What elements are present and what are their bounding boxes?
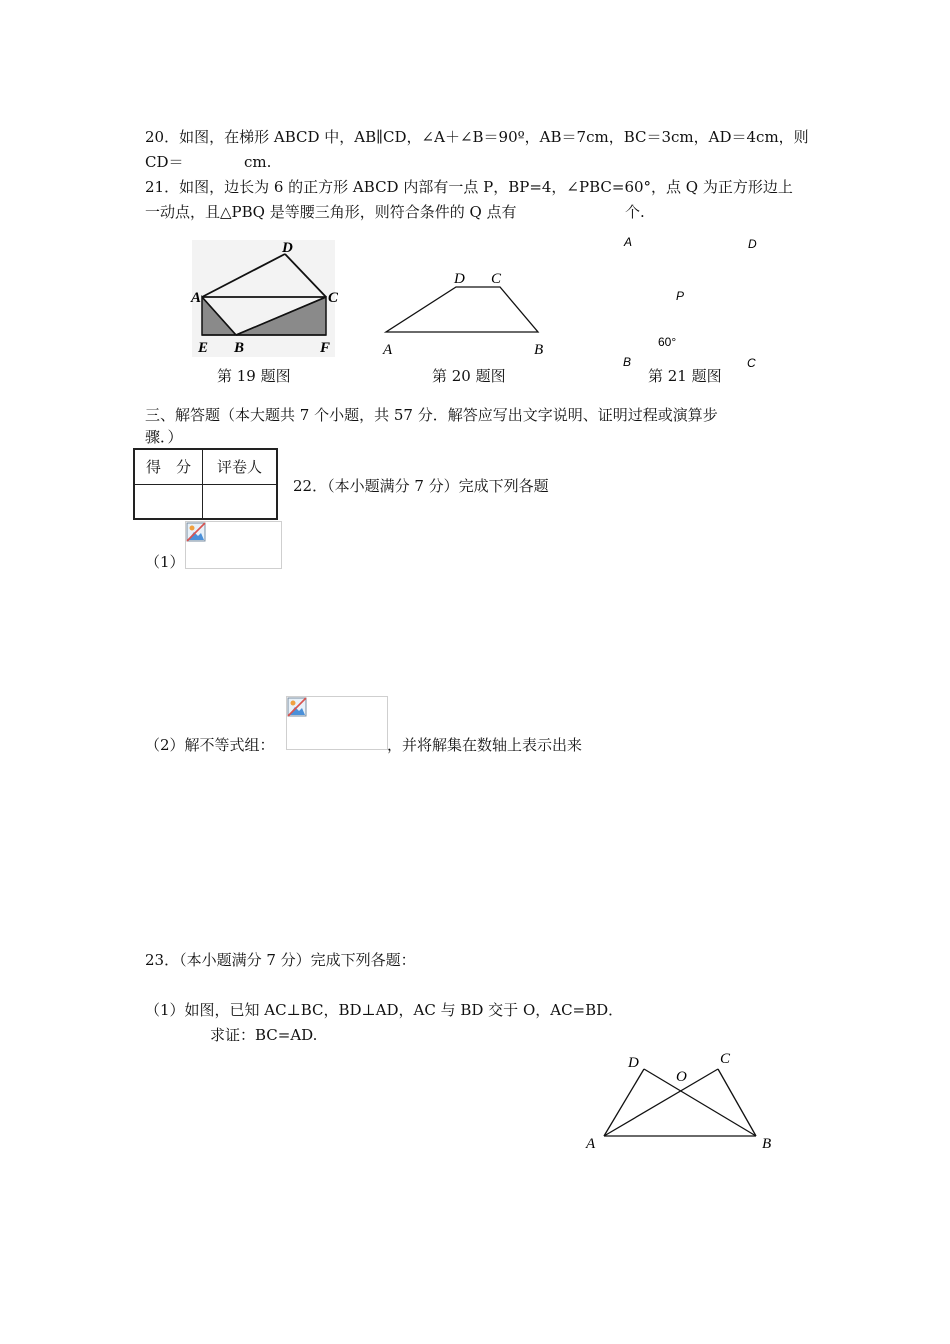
broken-image-icon (287, 697, 307, 717)
fig20-label-B: B (534, 342, 544, 358)
score-cell[interactable] (135, 485, 203, 518)
fig23-label-A: A (586, 1136, 596, 1152)
q22-title: 22．（本小题满分 7 分）完成下列各题 (293, 477, 549, 495)
fig23-label-C: C (720, 1051, 731, 1067)
q20-line2-suffix: cm. (244, 153, 272, 171)
fig20-label-A: A (383, 342, 393, 358)
fig21-label-B: B (623, 355, 632, 369)
section3-line1: 三、解答题（本大题共 7 个小题，共 57 分．解答应写出文字说明、证明过程或演算步 (145, 406, 718, 424)
fig19-label-A: A (191, 290, 202, 306)
fig21-label-A: A (624, 235, 633, 249)
fig19-label-C: C (328, 290, 338, 306)
q20-line2-prefix: CD＝ (145, 153, 184, 171)
q22-part2-prefix: （2）解不等式组： (145, 736, 275, 754)
q23-prove: 求证：BC=AD. (210, 1026, 318, 1044)
grader-cell[interactable] (203, 485, 276, 518)
broken-image-icon (186, 522, 206, 542)
fig19-label-F: F (320, 340, 331, 356)
fig21-label-C: C (747, 356, 756, 370)
figure-20 (378, 266, 553, 360)
fig23-label-O: O (676, 1069, 687, 1085)
q23-title: 23．（本小题满分 7 分）完成下列各题： (145, 951, 416, 969)
score-table (133, 448, 278, 520)
fig23-label-D: D (628, 1055, 639, 1071)
q22-part1-label: （1） (145, 553, 185, 571)
fig21-label-D: D (748, 237, 757, 251)
q21-line1: 21．如图，边长为 6 的正方形 ABCD 内部有一点 P，BP=4，∠PBC=60°，点 Q 为正方形边上 (145, 178, 793, 196)
q22-part2-image-placeholder (286, 696, 388, 750)
figure-23 (580, 1045, 780, 1157)
figure-19 (188, 238, 338, 360)
fig20-caption: 第 20 题图 (432, 367, 506, 385)
q22-part2-suffix: ，并将解集在数轴上表示出来 (387, 736, 583, 754)
q23-part1: （1）如图，已知 AC⊥BC，BD⊥AD，AC 与 BD 交于 O，AC=BD． (145, 1001, 624, 1019)
q21-line2-prefix: 一动点，且△PBQ 是等腰三角形，则符合条件的 Q 点有 (145, 203, 517, 221)
q21-line2-suffix: 个. (625, 203, 645, 221)
fig21-angle-label: 60° (658, 335, 677, 349)
fig19-caption: 第 19 题图 (217, 367, 291, 385)
q20-line1: 20．如图，在梯形 ABCD 中，AB∥CD，∠A＋∠B＝90º，AB＝7cm，BC＝3cm，AD＝4cm，则 (145, 128, 809, 146)
q22-part1-image-placeholder (185, 521, 282, 569)
fig19-label-E: E (198, 340, 209, 356)
fig21-label-P: P (676, 289, 685, 303)
score-label: 得 分 (135, 450, 203, 485)
fig20-label-D: D (454, 271, 465, 287)
fig19-label-D: D (282, 240, 293, 256)
fig21-caption: 第 21 题图 (648, 367, 722, 385)
fig20-label-C: C (491, 271, 502, 287)
figure-21 (615, 230, 765, 372)
section3-line2: 骤．） (145, 428, 183, 446)
fig23-label-B: B (762, 1136, 772, 1152)
fig19-label-B: B (234, 340, 245, 356)
grader-label: 评卷人 (203, 450, 276, 485)
